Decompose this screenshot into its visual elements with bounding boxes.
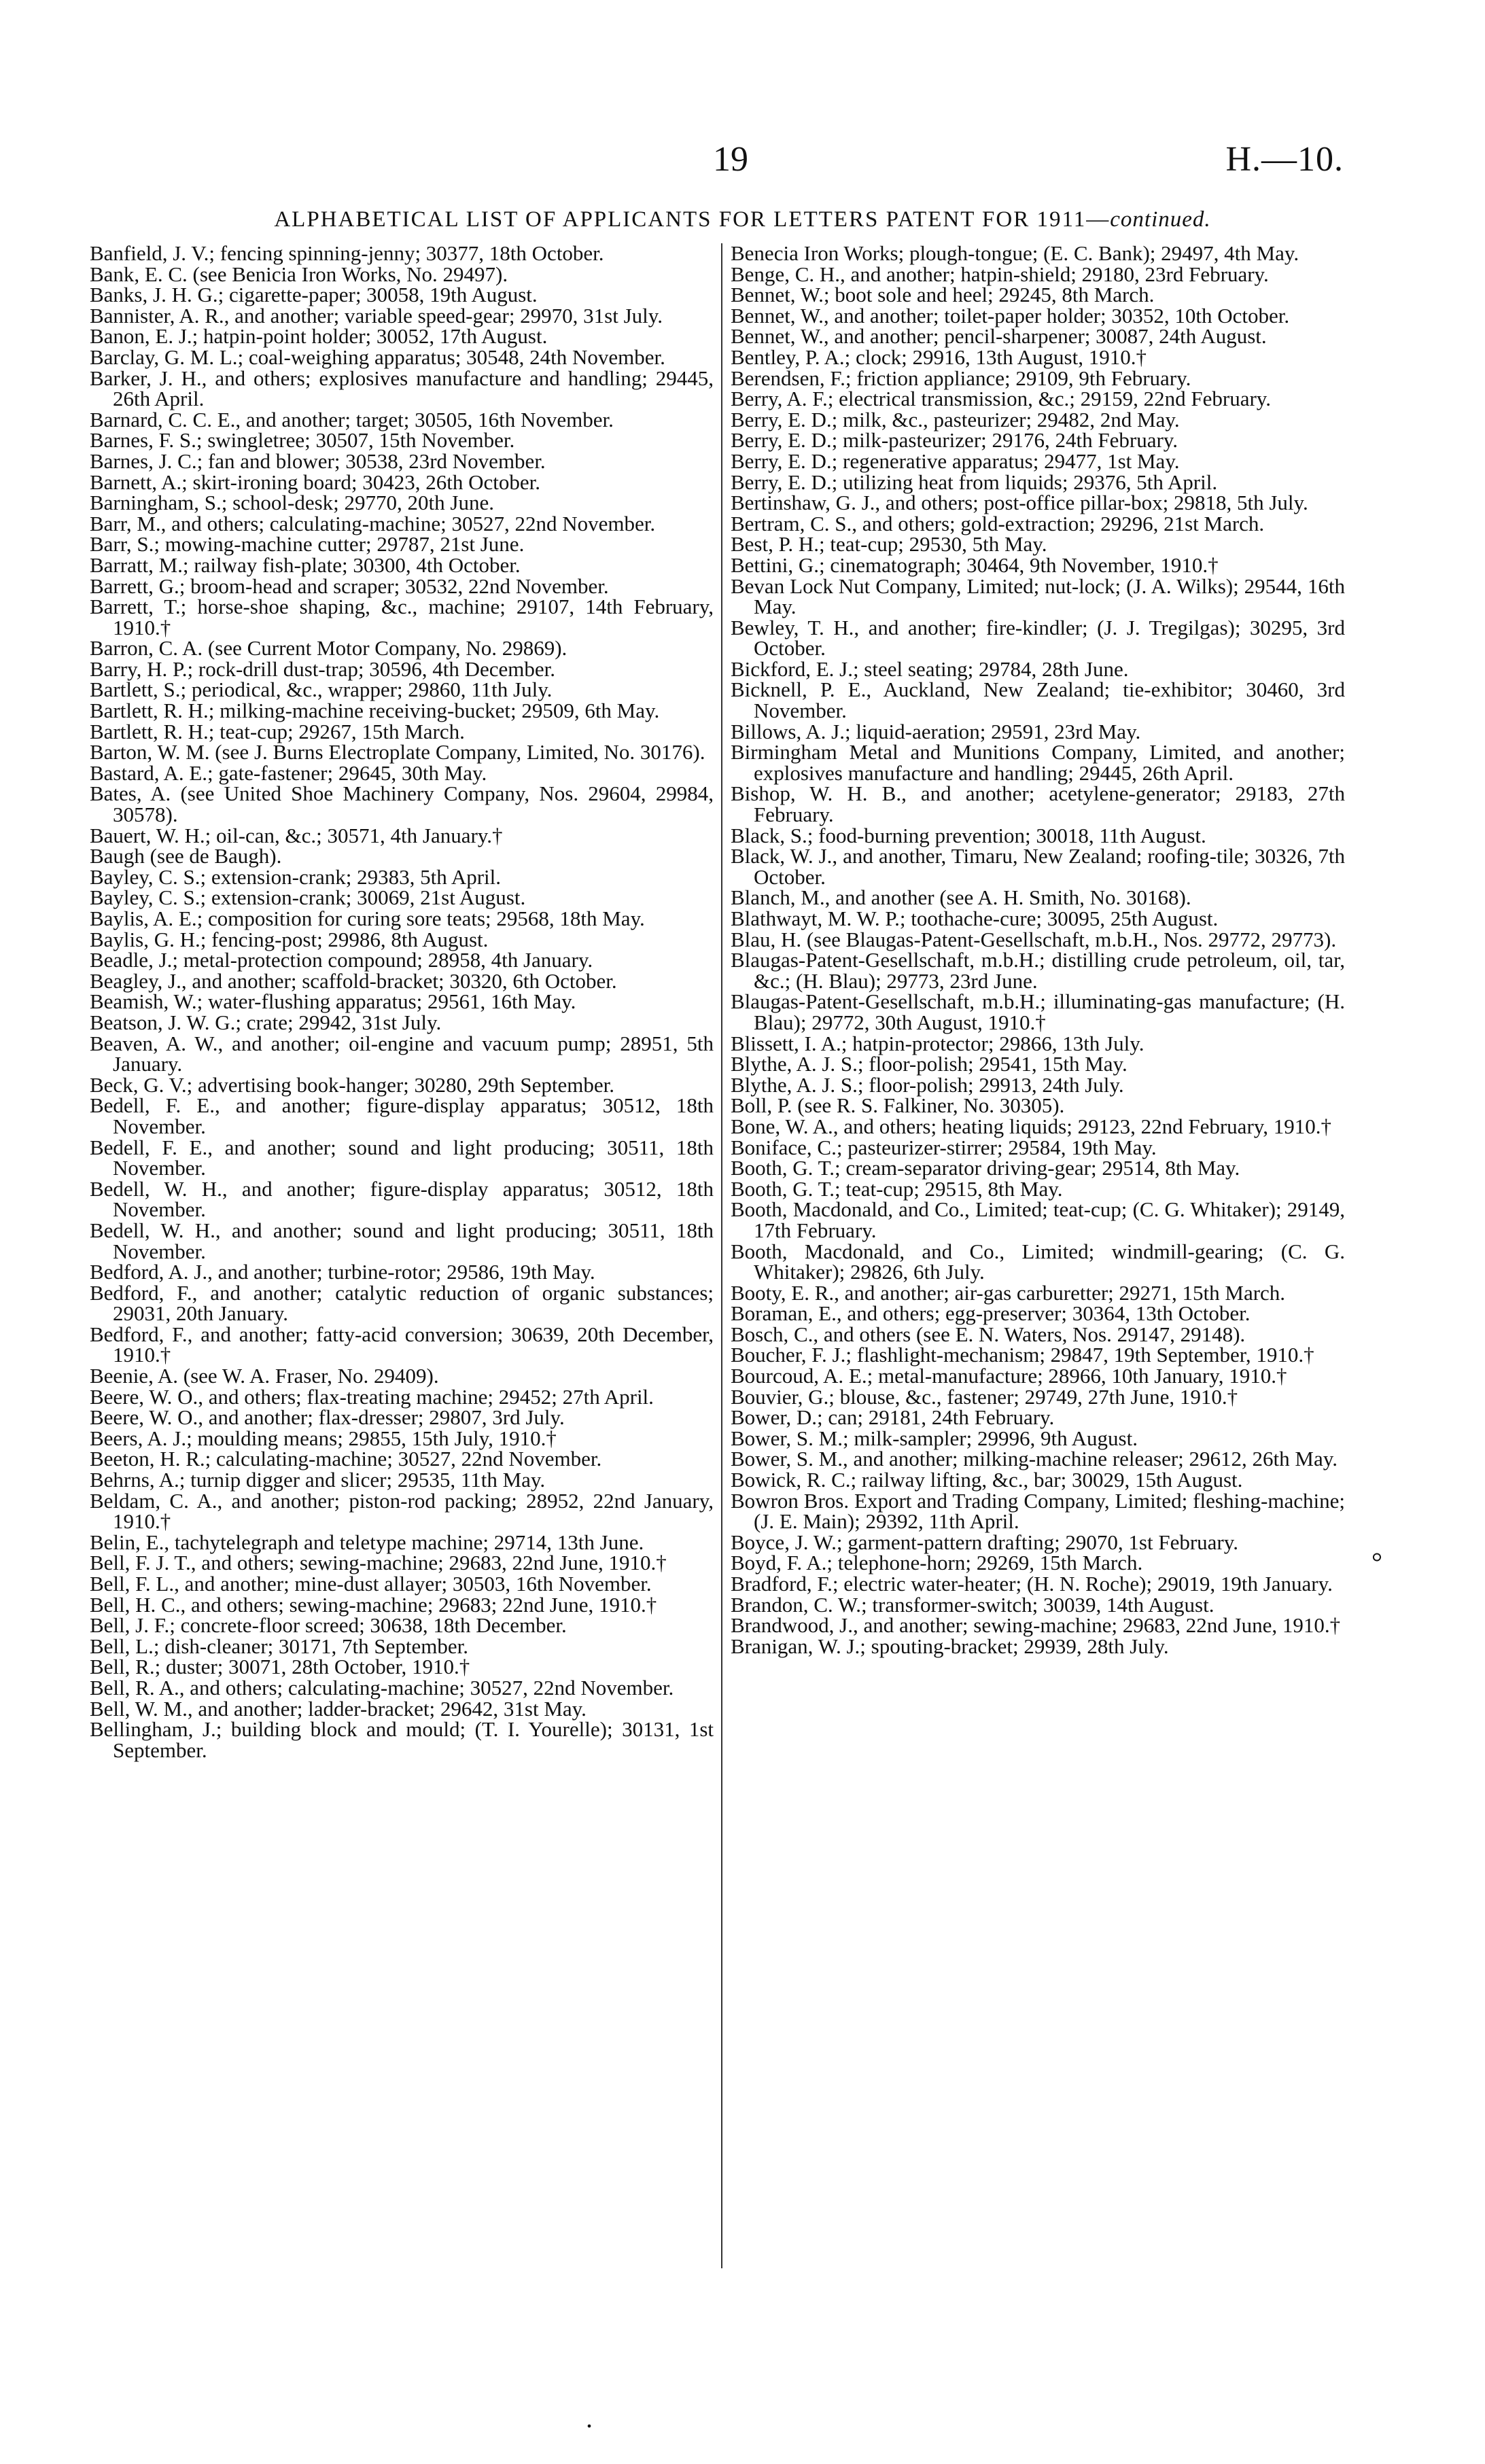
heading-text: ALPHABETICAL LIST OF APPLICANTS FOR LETTERS PATENT FOR 1911— xyxy=(274,207,1111,232)
index-entry: Bell, W. M., and another; ladder-bracket; 29642, 31st May. xyxy=(90,1696,587,1721)
index-entry: Bewley, T. H., and another; fire-kindler; (J. J. Tregilgas); 30295, 3rd October. xyxy=(731,615,1345,661)
index-entry: Beenie, A. (see W. A. Fraser, No. 29409). xyxy=(90,1364,439,1388)
index-entry: Boyce, J. W.; garment-pattern drafting; 29070, 1st February. xyxy=(731,1530,1238,1554)
index-entry: Bell, J. F.; concrete-floor screed; 30638, 18th December. xyxy=(90,1613,567,1638)
index-entry: Barr, M., and others; calculating-machine; 30527, 22nd November. xyxy=(90,511,656,535)
index-entry: Barton, W. M. (see J. Burns Electroplate Company, Limited, No. 30176). xyxy=(90,740,705,764)
index-entry: Booth, Macdonald, and Co., Limited; teat-cup; (C. G. Whitaker); 29149, 17th February. xyxy=(731,1197,1345,1242)
page-heading xyxy=(0,207,1485,232)
index-entry: Baylis, A. E.; composition for curing sore teats; 29568, 18th May. xyxy=(90,907,645,930)
index-entry: Bartlett, R. H.; teat-cup; 29267, 15th March. xyxy=(90,719,465,743)
index-entry: Booty, E. R., and another; air-gas carburetter; 29271, 15th March. xyxy=(731,1280,1286,1305)
index-entry: Black, S.; food-burning prevention; 30018, 11th August. xyxy=(731,823,1206,847)
index-entry: Boraman, E., and others; egg-preserver; 30364, 13th October. xyxy=(731,1301,1251,1326)
index-entry: Beers, A. J.; moulding means; 29855, 15th July, 1910.† xyxy=(90,1426,557,1450)
index-entry: Barnett, A.; skirt-ironing board; 30423, 26th October. xyxy=(90,470,540,494)
index-entry: Barratt, M.; railway fish-plate; 30300, 4th October. xyxy=(90,552,521,577)
index-entry: Billows, A. J.; liquid-aeration; 29591, 23rd May. xyxy=(731,719,1141,743)
index-entry: Bishop, W. H. B., and another; acetylene-generator; 29183, 27th February. xyxy=(731,781,1345,827)
page-number: 19 xyxy=(713,140,748,179)
index-entry: Banks, J. H. G.; cigarette-paper; 30058, 19th August. xyxy=(90,283,538,307)
index-entry: Booth, G. T.; cream-separator driving-gear; 29514, 8th May. xyxy=(731,1156,1240,1180)
index-entry: Barry, H. P.; rock-drill dust-trap; 30596, 4th December. xyxy=(90,656,556,681)
index-entry: Bartlett, S.; periodical, &c., wrapper; 29860, 11th July. xyxy=(90,677,553,702)
index-entry: Blaugas-Patent-Gesellschaft, m.b.H.; distilling crude petroleum, oil, tar, &c.; (H. Blau); 29773, 23rd June. xyxy=(731,948,1345,993)
index-entry: Blau, H. (see Blaugas-Patent-Gesellschaft, m.b.H., Nos. 29772, 29773). xyxy=(731,927,1337,951)
column-right xyxy=(731,243,1345,1657)
index-entry: Boucher, F. J.; flashlight-mechanism; 29847, 19th September, 1910.† xyxy=(731,1343,1314,1367)
index-entry: Bevan Lock Nut Company, Limited; nut-lock; (J. A. Wilks); 29544, 16th May. xyxy=(731,574,1345,619)
index-entry: Blythe, A. J. S.; floor-polish; 29541, 15th May. xyxy=(731,1052,1128,1076)
index-entry: Bickford, E. J.; steel seating; 29784, 28th June. xyxy=(731,656,1129,681)
index-entry: Beldam, C. A., and another; piston-rod packing; 28952, 22nd January, 1910.† xyxy=(90,1488,714,1534)
index-entry: Beamish, W.; water-flushing apparatus; 29561, 16th May. xyxy=(90,989,576,1014)
index-entry: Barron, C. A. (see Current Motor Company, No. 29869). xyxy=(90,636,567,661)
index-entry: Barker, J. H., and others; explosives manufacture and handling; 29445, 26th April. xyxy=(90,366,714,411)
index-entry: Bentley, P. A.; clock; 29916, 13th August, 1910.† xyxy=(731,345,1147,369)
index-entry: Bayley, C. S.; extension-crank; 29383, 5th April. xyxy=(90,864,501,889)
index-entry: Bauert, W. H.; oil-can, &c.; 30571, 4th January.† xyxy=(90,823,503,847)
index-entry: Berry, E. D.; regenerative apparatus; 29477, 1st May. xyxy=(731,448,1180,473)
index-entry: Bedford, F., and another; fatty-acid conversion; 30639, 20th December, 1910.† xyxy=(90,1322,714,1367)
index-entry: Berendsen, F.; friction appliance; 29109, 9th February. xyxy=(731,366,1191,390)
index-entry: Behrns, A.; turnip digger and slicer; 29535, 11th May. xyxy=(90,1468,546,1492)
index-entry: Bennet, W., and another; pencil-sharpener; 30087, 24th August. xyxy=(731,324,1267,349)
index-entry: Bettini, G.; cinematograph; 30464, 9th November, 1910.† xyxy=(731,552,1219,577)
index-entry: Baylis, G. H.; fencing-post; 29986, 8th August. xyxy=(90,927,489,951)
index-entry: Bellingham, J.; building block and mould; (T. I. Yourelle); 30131, 1st September. xyxy=(90,1717,714,1762)
index-entry: Belin, E., tachytelegraph and teletype machine; 29714, 13th June. xyxy=(90,1530,644,1554)
index-entry: Bertram, C. S., and others; gold-extraction; 29296, 21st March. xyxy=(731,511,1265,535)
index-entry: Bannister, A. R., and another; variable speed-gear; 29970, 31st July. xyxy=(90,303,663,328)
index-entry: Bell, H. C., and others; sewing-machine; 29683; 22nd June, 1910.† xyxy=(90,1592,657,1617)
index-entry: Bedford, F., and another; catalytic reduction of organic substances; 29031, 20th January. xyxy=(90,1280,714,1326)
index-entry: Barningham, S.; school-desk; 29770, 20th June. xyxy=(90,491,494,515)
index-entry: Bower, S. M.; milk-sampler; 29996, 9th August. xyxy=(731,1426,1138,1450)
index-entry: Bennet, W., and another; toilet-paper holder; 30352, 10th October. xyxy=(731,303,1290,328)
footer-mark: . xyxy=(586,2403,593,2433)
index-entry: Barnard, C. C. E., and another; target; 30505, 16th November. xyxy=(90,407,614,432)
index-entry: Barnes, J. C.; fan and blower; 30538, 23rd November. xyxy=(90,448,546,473)
index-entry: Beck, G. V.; advertising book-hanger; 30280, 29th September. xyxy=(90,1072,615,1097)
index-entry: Blathwayt, M. W. P.; toothache-cure; 30095, 25th August. xyxy=(731,907,1219,930)
document-reference: H.—10. xyxy=(1225,140,1344,179)
index-entry: Bedell, F. E., and another; sound and light producing; 30511, 18th November. xyxy=(90,1135,714,1180)
index-entry: Berry, A. F.; electrical transmission, &c.; 29159, 22nd February. xyxy=(731,387,1272,411)
index-entry: Bell, F. L., and another; mine-dust allayer; 30503, 16th November. xyxy=(90,1572,652,1596)
index-entry: Barrett, G.; broom-head and scraper; 30532, 22nd November. xyxy=(90,574,609,598)
index-entry: Branigan, W. J.; spouting-bracket; 29939, 28th July. xyxy=(731,1634,1169,1658)
index-entry: Bell, L.; dish-cleaner; 30171, 7th September. xyxy=(90,1634,469,1658)
index-entry: Blythe, A. J. S.; floor-polish; 29913, 24th July. xyxy=(731,1072,1124,1097)
index-entry: Birmingham Metal and Munitions Company, Limited, and another; explosives manufacture and handling; 29445, 26th April. xyxy=(731,740,1345,785)
index-entry: Bell, R. A., and others; calculating-machine; 30527, 22nd November. xyxy=(90,1675,674,1700)
index-entry: Bowick, R. C.; railway lifting, &c., bar; 30029, 15th August. xyxy=(731,1468,1243,1492)
index-entry: Bicknell, P. E., Auckland, New Zealand; tie-exhibitor; 30460, 3rd November. xyxy=(731,677,1345,723)
index-entry: Barrett, T.; horse-shoe shaping, &c., machine; 29107, 14th February, 1910.† xyxy=(90,595,714,639)
index-entry: Berry, E. D.; utilizing heat from liquids; 29376, 5th April. xyxy=(731,470,1218,494)
column-divider xyxy=(721,243,722,2268)
index-entry: Beatson, J. W. G.; crate; 29942, 31st July. xyxy=(90,1010,442,1034)
index-entry: Beagley, J., and another; scaffold-bracket; 30320, 6th October. xyxy=(90,968,617,993)
index-entry: Bayley, C. S.; extension-crank; 30069, 21st August. xyxy=(90,885,526,910)
index-entry: Blissett, I. A.; hatpin-protector; 29866, 13th July. xyxy=(731,1031,1145,1055)
index-entry: Bower, S. M., and another; milking-machine releaser; 29612, 26th May. xyxy=(731,1447,1338,1471)
index-entry: Bastard, A. E.; gate-fastener; 29645, 30th May. xyxy=(90,760,487,785)
index-entry: Bell, F. J. T., and others; sewing-machine; 29683, 22nd June, 1910.† xyxy=(90,1551,667,1575)
index-entry: Booth, G. T.; teat-cup; 29515, 8th May. xyxy=(731,1176,1063,1201)
index-entry: Bosch, C., and others (see E. N. Waters, Nos. 29147, 29148). xyxy=(731,1322,1246,1346)
index-entry: Bell, R.; duster; 30071, 28th October, 1910.† xyxy=(90,1655,470,1679)
index-entry: Bennet, W.; boot sole and heel; 29245, 8th March. xyxy=(731,283,1155,307)
index-entry: Baugh (see de Baugh). xyxy=(90,844,282,868)
index-entry: Bower, D.; can; 29181, 24th February. xyxy=(731,1405,1055,1430)
index-entry: Beaven, A. W., and another; oil-engine and vacuum pump; 28951, 5th January. xyxy=(90,1031,714,1076)
column-left xyxy=(90,243,714,1761)
index-entry: Bourcoud, A. E.; metal-manufacture; 28966, 10th January, 1910.† xyxy=(731,1364,1287,1388)
index-entry: Brandon, C. W.; transformer-switch; 30039, 14th August. xyxy=(731,1592,1215,1617)
index-entry: Bowron Bros. Export and Trading Company, Limited; fleshing-machine; (J. E. Main); 29392, 11th April. xyxy=(731,1488,1345,1534)
index-entry: Benge, C. H., and another; hatpin-shield; 29180, 23rd February. xyxy=(731,262,1269,286)
index-entry: Black, W. J., and another, Timaru, New Zealand; roofing-tile; 30326, 7th October. xyxy=(731,844,1345,889)
index-entry: Bedell, W. H., and another; sound and light producing; 30511, 18th November. xyxy=(90,1218,714,1263)
index-entry: Bertinshaw, G. J., and others; post-office pillar-box; 29818, 5th July. xyxy=(731,491,1308,515)
index-entry: Bank, E. C. (see Benicia Iron Works, No. 29497). xyxy=(90,262,508,286)
index-entry: Banfield, J. V.; fencing spinning-jenny; 30377, 18th October. xyxy=(90,241,604,265)
index-entry: Banon, E. J.; hatpin-point holder; 30052, 17th August. xyxy=(90,324,548,349)
index-entry: Bedford, A. J., and another; turbine-rotor; 29586, 19th May. xyxy=(90,1260,595,1284)
index-entry: Berry, E. D.; milk, &c., pasteurizer; 29482, 2nd May. xyxy=(731,407,1180,432)
index-entry: Beere, W. O., and others; flax-treating machine; 29452; 27th April. xyxy=(90,1384,654,1409)
index-entry: Bouvier, G.; blouse, &c., fastener; 29749, 27th June, 1910.† xyxy=(731,1384,1238,1409)
index-entry: Bates, A. (see United Shoe Machinery Company, Nos. 29604, 29984, 30578). xyxy=(90,781,714,827)
margin-mark: ° xyxy=(1372,1547,1382,1577)
index-entry: Barr, S.; mowing-machine cutter; 29787, 21st June. xyxy=(90,532,525,557)
index-entry: Benecia Iron Works; plough-tongue; (E. C. Bank); 29497, 4th May. xyxy=(731,241,1299,265)
index-entry: Blanch, M., and another (see A. H. Smith, No. 30168). xyxy=(731,885,1191,910)
index-entry: Barnes, F. S.; swingletree; 30507, 15th November. xyxy=(90,428,515,453)
index-entry: Bradford, F.; electric water-heater; (H. N. Roche); 29019, 19th January. xyxy=(731,1572,1333,1596)
index-entry: Bartlett, R. H.; milking-machine receiving-bucket; 29509, 6th May. xyxy=(90,699,660,723)
index-entry: Boyd, F. A.; telephone-horn; 29269, 15th March. xyxy=(731,1551,1143,1575)
index-entry: Berry, E. D.; milk-pasteurizer; 29176, 24th February. xyxy=(731,428,1178,453)
index-entry: Beeton, H. R.; calculating-machine; 30527, 22nd November. xyxy=(90,1447,602,1471)
index-entry: Bedell, W. H., and another; figure-display apparatus; 30512, 18th November. xyxy=(90,1176,714,1222)
index-entry: Brandwood, J., and another; sewing-machine; 29683, 22nd June, 1910.† xyxy=(731,1613,1341,1638)
index-entry: Boll, P. (see R. S. Falkiner, No. 30305). xyxy=(731,1093,1065,1118)
index-entry: Beadle, J.; metal-protection compound; 28958, 4th January. xyxy=(90,948,593,972)
index-entry: Boniface, C.; pasteurizer-stirrer; 29584, 19th May. xyxy=(731,1135,1157,1159)
heading-continued: continued. xyxy=(1110,207,1211,232)
index-entry: Blaugas-Patent-Gesellschaft, m.b.H.; illuminating-gas manufacture; (H. Blau); 29772, 30th August, 1910.† xyxy=(731,989,1345,1034)
index-entry: Bone, W. A., and others; heating liquids; 29123, 22nd February, 1910.† xyxy=(731,1114,1331,1138)
index-entry: Barclay, G. M. L.; coal-weighing apparatus; 30548, 24th November. xyxy=(90,345,665,369)
index-entry: Booth, Macdonald, and Co., Limited; windmill-gearing; (C. G. Whitaker); 29826, 6th July. xyxy=(731,1239,1345,1284)
index-entry: Beere, W. O., and another; flax-dresser; 29807, 3rd July. xyxy=(90,1405,565,1430)
index-entry: Bedell, F. E., and another; figure-display apparatus; 30512, 18th November. xyxy=(90,1093,714,1138)
index-entry: Best, P. H.; teat-cup; 29530, 5th May. xyxy=(731,532,1047,557)
